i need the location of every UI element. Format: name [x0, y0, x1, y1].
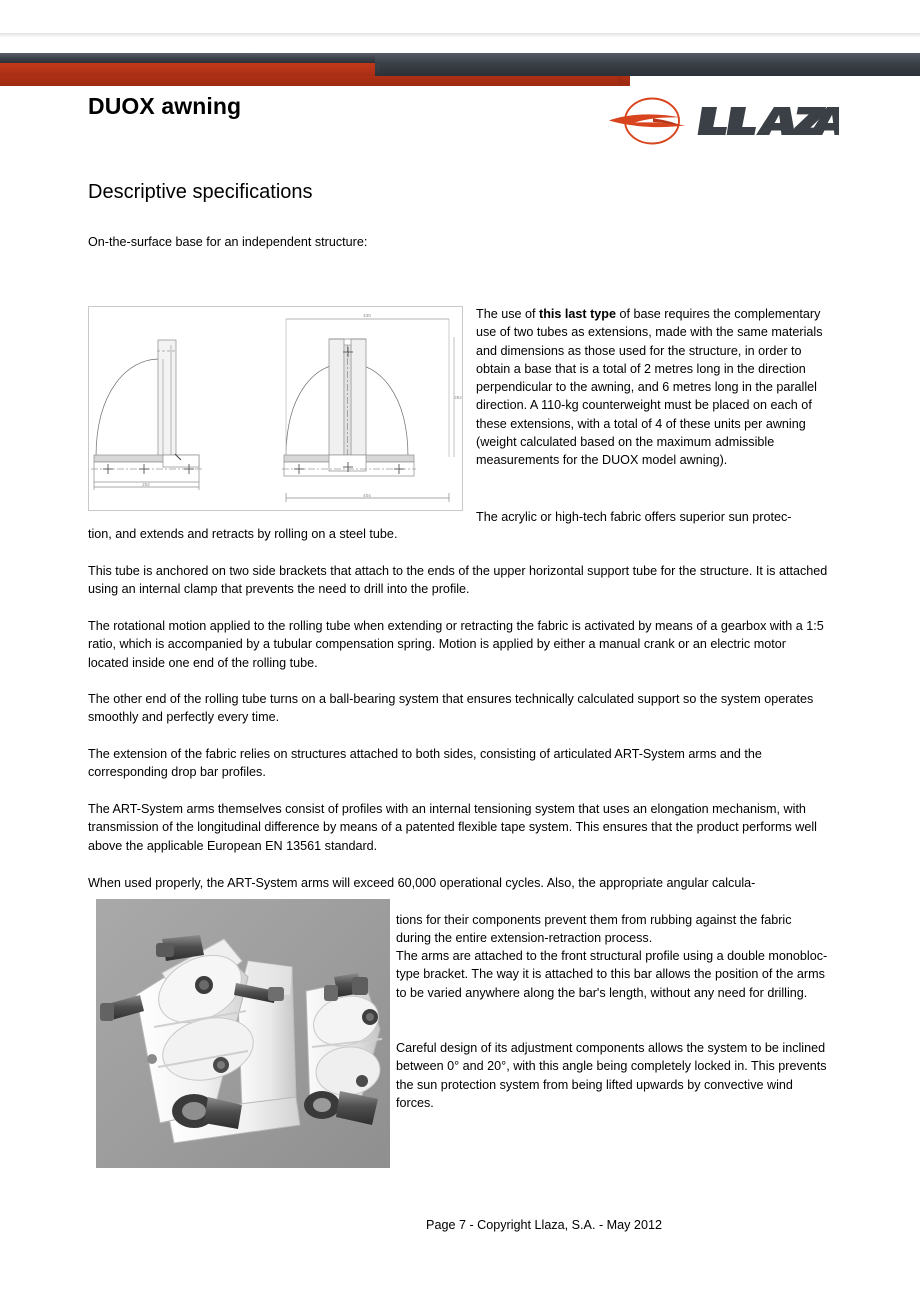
paragraph-acrylic-head: The acrylic or high-tech fabric offers superior sun protec-: [476, 510, 792, 524]
paragraph-base-extensions-emphasis: this last type: [539, 307, 616, 321]
banner-white-gap: [630, 76, 920, 86]
technical-drawing-figure: [88, 306, 463, 511]
paragraph-art-system: The ART-System arms themselves consist of profiles with an internal tensioning system that uses an elongation mechanism, with transmission of the longitudinal difference by means of a patented flexible tape system. This ensures that the product performs well above the applicable European EN 13561 standard.: [88, 802, 817, 853]
paragraph-base-extensions-pre: The use of: [476, 307, 540, 321]
logo-wordmark-icon: [698, 107, 839, 135]
paragraph-tube-anchored: This tube is anchored on two side brackets that attach to the ends of the upper horizontal support tube for the structure. It is attached using an internal clamp that prevents the need to drill into the profile.: [88, 564, 828, 597]
paragraph-ball-bearing: The other end of the rolling tube turns on a ball-bearing system that ensures technically calculated support so the system operates smoothly and perfectly every time.: [88, 692, 814, 725]
page-title: DUOX awning: [88, 93, 242, 119]
banner-red-stripe-lower: [0, 76, 630, 86]
drawing-dim-front-width-top: 430: [363, 313, 371, 318]
paragraph-fabric-extension: The extension of the fabric relies on structures attached to both sides, consisting of articulated ART-System arms and the corresponding drop bar profiles.: [88, 747, 762, 780]
llaza-logo: [607, 97, 839, 145]
footer-text: Page 7 - Copyright Llaza, S.A. - May 2012: [426, 1218, 662, 1232]
drawing-dim-front-height: 352: [454, 395, 462, 400]
section-heading: Descriptive specifications: [88, 181, 313, 203]
drawing-dim-side-width: 252: [142, 482, 150, 487]
banner-sheen: [0, 33, 920, 38]
drawing-dim-front-width-bottom: 404: [363, 493, 371, 498]
bracket-photo: [96, 899, 390, 1168]
paragraph-arms-attached: The arms are attached to the front structural profile using a double monobloc-type bracket. The way it is attached to this bar allows the position of the arms to be varied anywhere along the bar's length, without any need for drilling.: [396, 949, 828, 1000]
paragraph-base-extensions: [476, 305, 828, 470]
paragraph-cycles-tail: tions for their components prevent them from rubbing against the fabric during the entire extension-retraction process.: [396, 913, 792, 946]
banner-dark-stripe-left: [0, 53, 375, 63]
banner-dark-stripe-right: [375, 53, 920, 76]
logo-trademark-symbol: ®: [833, 108, 839, 115]
logo-swoosh-icon: [609, 114, 685, 127]
paragraph-rotational-motion: The rotational motion applied to the rolling tube when extending or retracting the fabric is activated by means of a gearbox with a 1:5 ratio, which is accompanied by a tubular compensation spring. Motion is applied by either a manual crank or an electric motor located inside one end of the rolling tube.: [88, 619, 824, 670]
page-footer: [0, 1218, 920, 1232]
paragraph-careful-design: Careful design of its adjustment components allows the system to be inclined between 0° and 20°, with this angle being completely locked in. This prevents the sun protection system from being lifted upwards by convective wind forces.: [396, 1041, 827, 1110]
paragraph-operational-cycles: When used properly, the ART-System arms will exceed 60,000 operational cycles. Also, the appropriate angular calcula-: [88, 876, 756, 890]
lead-paragraph: On-the-surface base for an independent structure:: [88, 235, 368, 249]
paragraph-base-extensions-post: of base requires the complementary use of two tubes as extensions, made with the same materials and dimensions as those used for the structure, in order to obtain a base that is a total of 2 metres long in the direction perpendicular to the awning, and 6 metres long in the parallel direction. A 110-kg counterweight must be placed on each of these extensions, with a total of 4 of these units per awning (weight calculated based on the maximum admissible measurements for the DUOX model awning).: [476, 307, 823, 468]
header-banner: [0, 53, 920, 86]
banner-red-stripe-upper: [0, 63, 375, 76]
paragraph-acrylic-tail: tion, and extends and retracts by rolling on a steel tube.: [88, 527, 398, 541]
